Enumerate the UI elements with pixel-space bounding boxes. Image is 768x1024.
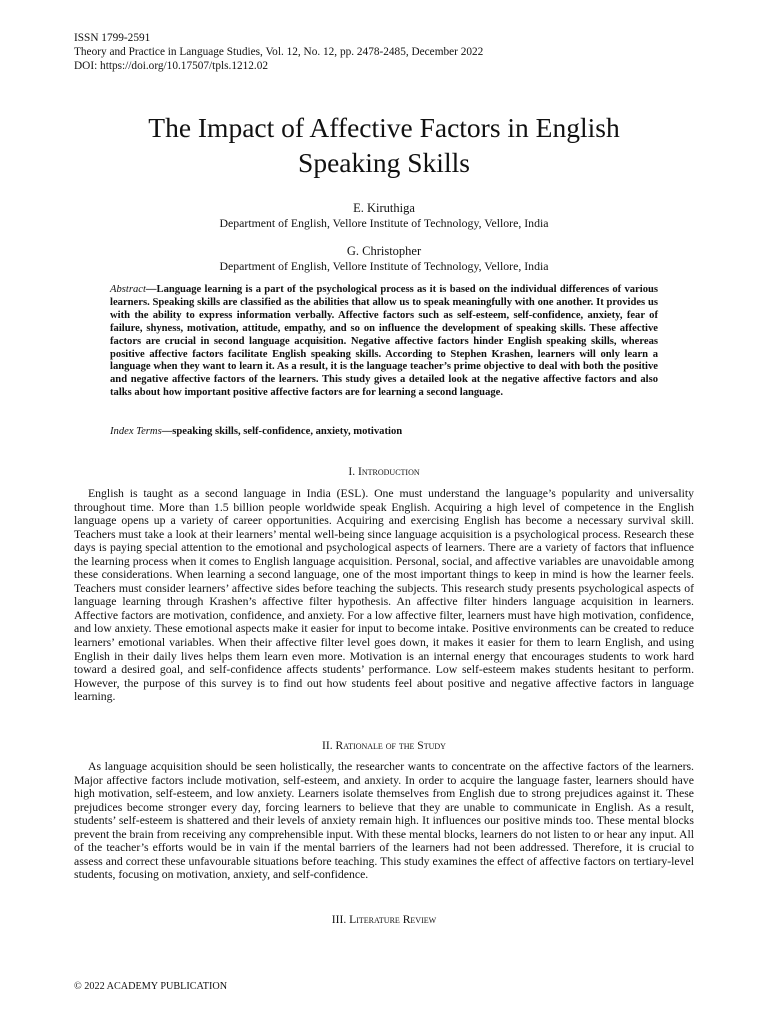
copyright-footer: © 2022 ACADEMY PUBLICATION [74, 981, 228, 992]
author-name: G. Christopher [346, 244, 422, 258]
abstract-text: —Language learning is a part of the psychological process as it is based on the individual differences of various learners. Speaking skills are classified as the abilities that allow us to speak meaningfully with one another. It provides us with the ability to express information verbally. Affective factors such as self-esteem, self-confidence, anxiety, fear of failure, shyness, motivation, attitude, empathy, and so on influence the development of speaking skills. These affective factors are crucial in second language acquisition. Negative affective factors hinder English speaking skills, whereas positive affective factors facilitate English speaking skills. According to Stephen Krashen, learners will only learn a language when they want to learn it. As a result, it is the language teacher’s prime objective to deal with both the positive and negative affective factors of the learners. This study gives a detailed look at the negative affective factors and also talks about how important positive affective factors are for learning a second language. [110, 284, 658, 399]
paper-title [74, 110, 694, 180]
index-terms-label: Index Terms [110, 426, 162, 437]
title-line-2: Speaking Skills [298, 147, 470, 178]
index-terms [110, 425, 658, 438]
section-heading-introduction: I. Introduction [348, 465, 420, 478]
journal-citation-line: Theory and Practice in Language Studies, Vol. 12, No. 12, pp. 2478-2485, December 2022 [74, 46, 484, 58]
section-heading-literature-review: III. Literature Review [331, 913, 437, 926]
rationale-paragraph: As language acquisition should be seen holistically, the researcher wants to concentrate on the affective factors of the learners. Major affective factors include motivation, self-esteem, and anxiety. In order to acquire the language faster, learners should have high motivation, self-esteem, and low anxiety. Learners isolate themselves from English due to strong prejudices against it. These prejudices become stronger every day, forcing learners to believe that they are unable to communicate in English. As a result, students’ self-esteem is shattered and their levels of anxiety remain high. It influences our positive minds too. These mental blocks prevent the brain from receiving any comprehensible input. With these mental blocks, learners do not listen to or hear any input. All of the teacher’s efforts would be in vain if the mental barriers of the learners had not been addressed. Therefore, it is crucial to assess and correct these unfavourable situations before teaching. This study examines the effect of affective factors on tertiary-level students, focusing on motivation, anxiety, and self-confidence. [74, 760, 694, 882]
abstract-label: Abstract [110, 284, 146, 295]
section-heading-rationale: II. Rationale of the Study [322, 739, 446, 752]
author-affiliation: Department of English, Vellore Institute of Technology, Vellore, India [219, 259, 549, 273]
introduction-paragraph: English is taught as a second language in India (ESL). One must understand the language’s popularity and universality throughout time. More than 1.5 billion people worldwide speak English. Acquiring a high level of competence in the English language opens up a variety of career opportunities. Acquiring and exercising English has become a necessary survival skill. Teachers must take a look at their learners’ mental well-being since language acquisition is a psychological process. Research these days is paying special attention to the emotional and psychological aspects of learners. There are a variety of factors that influence the learning process when it comes to English language acquisition. Personal, social, and affective variables are unavoidable among these considerations. When learning a second language, one of the most important things to keep in mind is how the learner feels. Teachers must consider learners’ affective sides before teaching the subjects. This research study presents psychological aspects of language learning through Krashen’s affective filter hypothesis. An affective filter hinders language acquisition in learners. Affective factors are motivation, confidence, and anxiety. For a low affective filter, learners must have high motivation, confidence, and low anxiety. These emotional aspects make it easier for input to become intake. Positive environments can be created to reduce learners’ emotional variables. When their affective filter level goes down, it makes it easier for them to learn English, and using English in their daily lives helps them learn even more. Motivation is an internal energy that encourages students to work hard toward a desired goal, and self-confidence affects students’ performance. Low self-esteem makes students hesitant to perform. However, the purpose of this survey is to find out how students feel about positive and negative affective factors in language learning. [74, 487, 694, 704]
doi-line: DOI: https://doi.org/10.17507/tpls.1212.02 [74, 60, 269, 72]
abstract [110, 284, 658, 400]
author-block-1 [74, 201, 694, 231]
author-block-2 [74, 244, 694, 274]
author-affiliation: Department of English, Vellore Institute of Technology, Vellore, India [219, 216, 549, 230]
title-line-1: The Impact of Affective Factors in English [148, 112, 620, 143]
index-terms-text: —speaking skills, self-confidence, anxiety, motivation [161, 426, 403, 437]
journal-header [74, 31, 483, 73]
author-name: E. Kiruthiga [353, 201, 415, 215]
issn-line: ISSN 1799-2591 [74, 32, 151, 44]
